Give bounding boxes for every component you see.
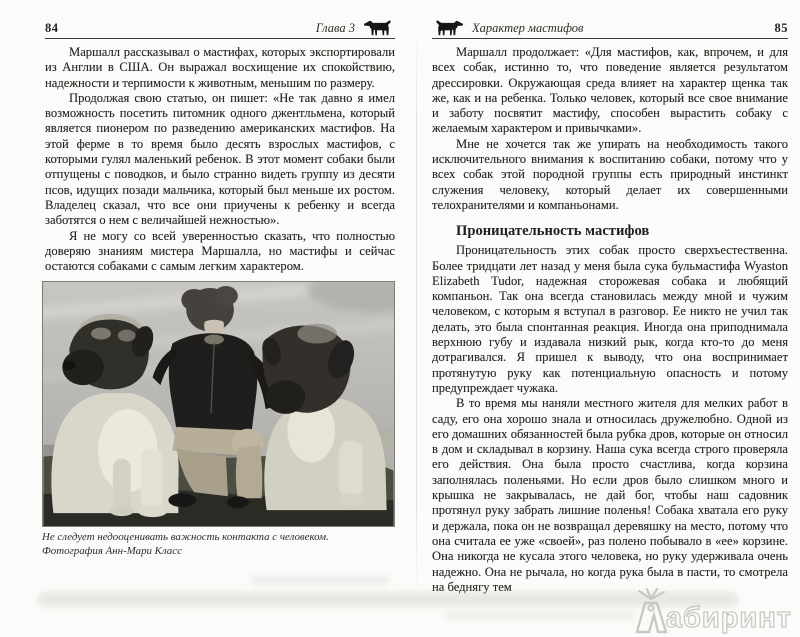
page-body-left bbox=[42, 45, 395, 558]
labirint-watermark bbox=[630, 587, 792, 635]
paragraph: Маршалл продолжает: «Для мастифов, как, впрочем, и для всех собак, истинно то, что поведение является результатом дрессировки. Окружающая среда влияет на характер щенка так же, как и на ребенка. Только человек, который все свое внимание и заботу посвятит мастифу, способен вырастить собаку с желаемым характером и привычками». bbox=[432, 45, 788, 136]
paragraph: Мне не хочется так же упирать на необходимость такого исключительного внимания к воспитанию собаки, потому что у всех собак этой породной группы есть природный инстинкт служения человеку, который делает их совершенными телохранителями и компаньонами. bbox=[432, 136, 788, 212]
paragraph: Проницательность этих собак просто сверхъестественна. Более тридцати лет назад у меня была сука бульмастифа Wyaston Elizabeth Tudor, надежная сторожевая собака и любящий компаньон. Так она всегда становилась между мной и чужим человеком, с которым я вступал в разговор. Ее никто не учил так делать, это была спонтанная реакция. Иногда она приподнимала верхнюю губу и издавала низкий рык, когда кто-то до меня дотрагивался. Я пришел к выводу, что она воспринимает протянутую руку как потенциальную опасность и потому предупреждает чужака. bbox=[432, 243, 788, 395]
caption-line: Не следует недооценивать важность контакта с человеком. bbox=[42, 531, 329, 544]
page-header-right bbox=[432, 19, 788, 39]
page-number: 85 bbox=[774, 21, 788, 35]
paragraph: В то время мы наняли местного жителя для мелких работ в саду, его она хорошо знала и относилась дружелюбно. Одной из его домашних обязанностей была рубка дров, которые он относил в дом и складывал в корзину. Наша сука всегда строго проверяла его действия. Она была просто счастлива, когда корзина заполнялась поленьями. Но если дров было слишком много и крышка не закрывалась, не дай бог, чтобы наш садовник протянул руку забрать лишние поленья! Собака хватала его руку и держала, пока он не возвращал деревяшку на место, потому что она считала ее уже «своей», раз полено побывало в «ее» корзине. Она никогда не кусала этого человека, но руку удерживала очень надежно. Она не рычала, но когда рука была в пасти, то смотрела на беднягу тем bbox=[432, 396, 788, 594]
paragraph: Продолжая свою статью, он пишет: «Не так давно я имел возможность посетить питомник одного джентльмена, который является пионером по разведению американских мастифов. На этой ферме в то время было десять взрослых мастифов, с которыми гулял маленький ребенок. В этот момент собаки были отпущены с поводков, и было странно видеть группу из десяти псов, идущих позади мальчика, который был меньше их ростом. Владелец сказал, что все они приучены к ребенку и всегда заботятся о нем с величайшей нежностью». bbox=[45, 90, 395, 228]
page-number: 84 bbox=[45, 21, 59, 35]
page-header-left bbox=[45, 19, 395, 39]
dog-silhouette-icon bbox=[434, 19, 464, 37]
paragraph: Я не могу со всей уверенностью сказать, что полностью доверяю знаниям мистера Маршалла, но мастифы и сейчас остаются собаками с самым легким характером. bbox=[45, 228, 395, 274]
page-right bbox=[432, 0, 788, 637]
page-left bbox=[42, 0, 395, 637]
photo-figure bbox=[42, 281, 395, 558]
watermark-text: абиринт bbox=[665, 602, 792, 634]
running-title: Глава 3 bbox=[315, 21, 355, 35]
section-heading: Проницательность мастифов bbox=[456, 223, 650, 240]
dog-silhouette-icon bbox=[363, 19, 393, 37]
paragraph: Маршалл рассказывал о мастифах, которых экспортировали из Англии в США. Он выражал восхищение их спокойствию, надежности и терпимости к животным, меньшим по размеру. bbox=[45, 45, 395, 90]
caption-credit: Фотография Анн-Мари Класс bbox=[42, 544, 182, 557]
page-body-right bbox=[432, 45, 788, 595]
photo-caption bbox=[42, 531, 395, 558]
photo-woman-with-two-mastiffs bbox=[42, 281, 395, 527]
page-gutter bbox=[416, 28, 417, 598]
running-title: Характер мастифов bbox=[472, 21, 584, 35]
